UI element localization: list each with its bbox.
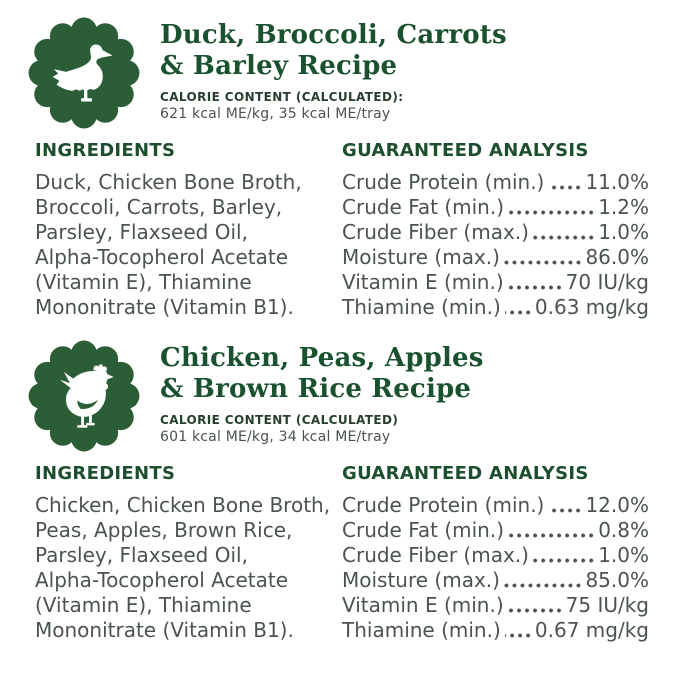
calorie-content-value: 621 kcal ME/kg, 35 kcal ME/tray [160, 106, 391, 122]
analysis-row [342, 220, 649, 245]
recipe-title-line1: Duck, Broccoli, Carrots [160, 20, 507, 50]
recipe-header [28, 17, 679, 129]
ingredients-line: Broccoli, Carrots, Barley, [35, 195, 283, 219]
recipe-title [160, 343, 484, 405]
recipe-title [160, 20, 507, 82]
analysis-value: 1.0% [598, 220, 649, 244]
analysis-value: 1.0% [598, 543, 649, 567]
ingredients-line: (Vitamin E), Thiamine [35, 270, 252, 294]
guaranteed-analysis-column [342, 463, 649, 643]
analysis-row [342, 245, 649, 270]
analysis-label: Thiamine (min.) [342, 618, 501, 642]
analysis-value: 1.2% [598, 195, 649, 219]
analysis-value: 12.0% [585, 493, 649, 517]
analysis-label: Crude Protein (min.) [342, 170, 545, 194]
dot-leader [505, 295, 532, 320]
analysis-value: 85.0% [585, 568, 649, 592]
ingredients-line: Duck, Chicken Bone Broth, [35, 170, 302, 194]
ingredients-line: (Vitamin E), Thiamine [35, 593, 252, 617]
ingredients-text [35, 170, 335, 320]
analysis-row [342, 295, 649, 320]
dot-leader [504, 568, 582, 593]
dot-leader [505, 618, 532, 643]
duck-icon [28, 17, 140, 129]
dot-leader [508, 270, 563, 295]
ingredients-line: Parsley, Flaxseed Oil, [35, 220, 248, 244]
analysis-label: Crude Fiber (max.) [342, 220, 529, 244]
dot-leader [548, 170, 582, 195]
analysis-row [342, 593, 649, 618]
analysis-label: Crude Fat (min.) [342, 518, 505, 542]
analysis-row [342, 543, 649, 568]
recipe-title-block [160, 17, 507, 129]
analysis-value: 11.0% [585, 170, 649, 194]
analysis-label: Crude Fat (min.) [342, 195, 505, 219]
recipe-section-chicken [0, 340, 679, 643]
ingredients-heading: INGREDIENTS [35, 140, 176, 161]
recipe-title-block [160, 340, 484, 452]
ingredients-line: Chicken, Chicken Bone Broth, [35, 493, 331, 517]
recipe-details-columns [35, 140, 679, 320]
recipe-title-line2: & Barley Recipe [160, 51, 398, 81]
dot-leader [548, 493, 582, 518]
ingredients-text [35, 493, 335, 643]
analysis-row [342, 618, 649, 643]
analysis-value: 0.67 mg/kg [534, 618, 649, 642]
calorie-content-label: CALORIE CONTENT (CALCULATED): [160, 90, 404, 104]
analysis-row [342, 518, 649, 543]
guaranteed-analysis-table [342, 170, 649, 320]
ingredients-line: Alpha-Tocopherol Acetate [35, 245, 289, 269]
analysis-label: Vitamin E (min.) [342, 593, 504, 617]
ingredients-line: Alpha-Tocopherol Acetate [35, 568, 289, 592]
ingredients-line: Parsley, Flaxseed Oil, [35, 543, 248, 567]
analysis-row [342, 493, 649, 518]
analysis-label: Crude Fiber (max.) [342, 543, 529, 567]
recipe-title-line1: Chicken, Peas, Apples [160, 343, 484, 373]
guaranteed-analysis-heading: GUARANTEED ANALYSIS [342, 463, 589, 484]
analysis-value: 86.0% [585, 245, 649, 269]
ingredients-heading: INGREDIENTS [35, 463, 176, 484]
analysis-value: 75 IU/kg [565, 593, 649, 617]
analysis-label: Moisture (max.) [342, 245, 500, 269]
calorie-content-value: 601 kcal ME/kg, 34 kcal ME/tray [160, 429, 391, 445]
recipe-details-columns [35, 463, 679, 643]
recipe-title-line2: & Brown Rice Recipe [160, 374, 472, 404]
analysis-label: Vitamin E (min.) [342, 270, 504, 294]
ingredients-line: Mononitrate (Vitamin B1). [35, 618, 294, 642]
ingredients-column [35, 140, 335, 320]
analysis-value: 70 IU/kg [565, 270, 649, 294]
dot-leader [508, 593, 563, 618]
dot-leader [508, 195, 595, 220]
dot-leader [504, 245, 582, 270]
analysis-label: Thiamine (min.) [342, 295, 501, 319]
guaranteed-analysis-heading: GUARANTEED ANALYSIS [342, 140, 589, 161]
ingredients-column [35, 463, 335, 643]
guaranteed-analysis-table [342, 493, 649, 643]
calorie-content-label: CALORIE CONTENT (CALCULATED) [160, 413, 399, 427]
ingredients-line: Peas, Apples, Brown Rice, [35, 518, 293, 542]
analysis-value: 0.8% [598, 518, 649, 542]
analysis-label: Crude Protein (min.) [342, 493, 545, 517]
chicken-icon [28, 340, 140, 452]
analysis-row [342, 270, 649, 295]
guaranteed-analysis-column [342, 140, 649, 320]
recipe-header [28, 340, 679, 452]
dot-leader [533, 543, 595, 568]
analysis-label: Moisture (max.) [342, 568, 500, 592]
analysis-row [342, 170, 649, 195]
recipe-section-duck [0, 17, 679, 320]
dot-leader [508, 518, 595, 543]
analysis-row [342, 195, 649, 220]
ingredients-line: Mononitrate (Vitamin B1). [35, 295, 294, 319]
analysis-value: 0.63 mg/kg [534, 295, 649, 319]
dot-leader [533, 220, 595, 245]
analysis-row [342, 568, 649, 593]
